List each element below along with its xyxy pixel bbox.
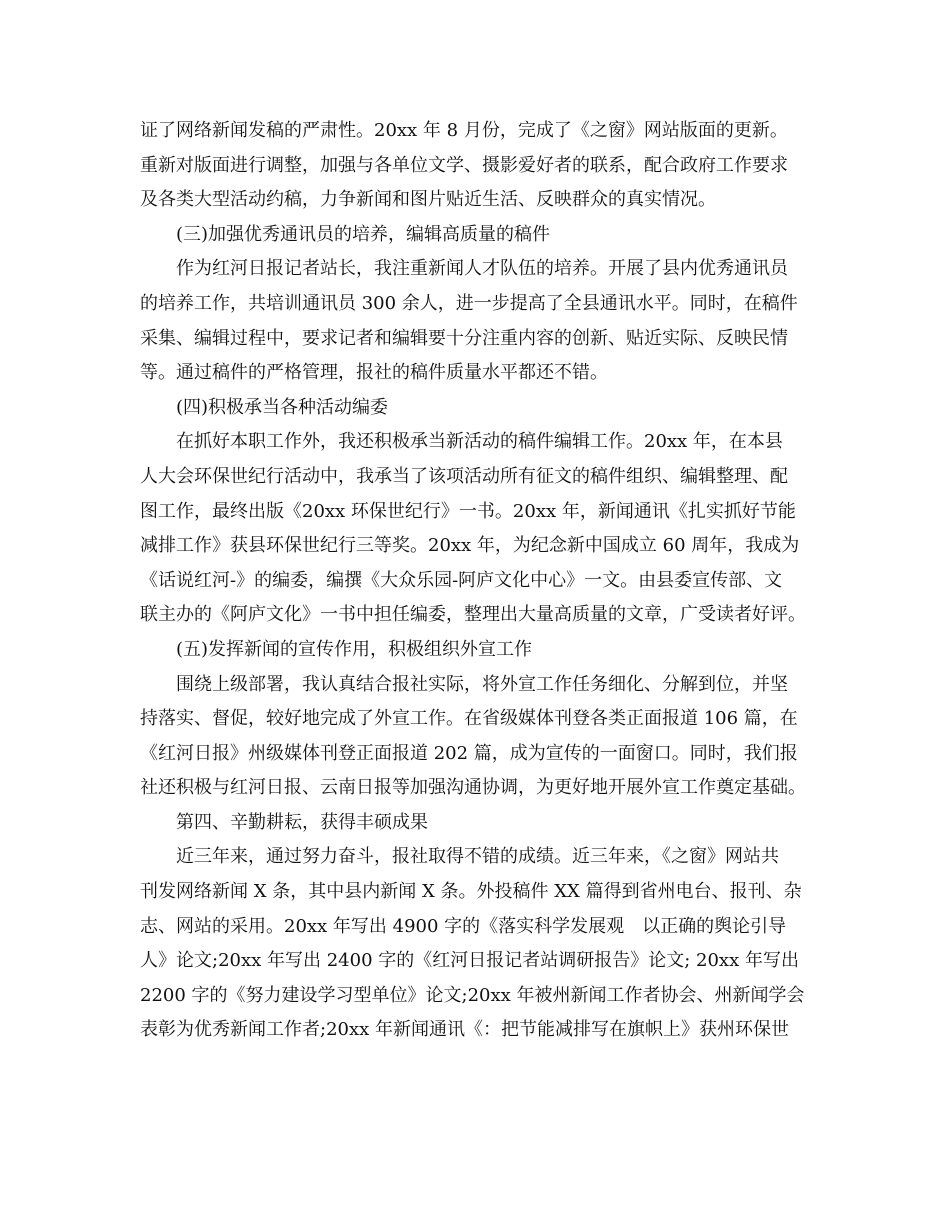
text-line: 减排工作》获县环保世纪行三等奖。20xx 年，为纪念新中国成立 60 周年，我成为	[140, 535, 800, 557]
text-line: 联主办的《阿庐文化》一书中担任编委，整理出大量高质量的文章，广受读者好评。	[140, 604, 806, 626]
text-line: 人》论文;20xx 年写出 2400 字的《红河日报记者站调研报告》论文; 20xx 年写出	[140, 950, 799, 972]
text-line: 《红河日报》州级媒体刊登正面报道 202 篇，成为宣传的一面窗口。同时，我们报	[140, 742, 798, 764]
text-line: 表彰为优秀新闻工作者;20xx 年新闻通讯《：把节能减排写在旗帜上》获州环保世	[140, 1019, 789, 1041]
text-line: 近三年来，通过努力奋斗，报社取得不错的成绩。近三年来，《之窗》网站共	[176, 846, 779, 868]
text-line: 在抓好本职工作外，我还积极承当新活动的稿件编辑工作。20xx 年，在本县	[176, 431, 783, 453]
text-line: 围绕上级部署，我认真结合报社实际，将外宣工作任务细化、分解到位，并坚	[176, 673, 788, 695]
text-line: 志、网站的采用。20xx 年写出 4900 字的《落实科学发展观 以正确的舆论引导	[140, 915, 787, 937]
text-line: 的培养工作，共培训通讯员 300 余人，进一步提高了全县通讯水平。同时，在稿件	[140, 292, 798, 314]
text-line: 证了网络新闻发稿的严肃性。20xx 年 8 月份，完成了《之窗》网站版面的更新。	[140, 120, 788, 141]
text-line: 刊发网络新闻 X 条，其中县内新闻 X 条。外投稿件 XX 篇得到省州电台、报刊、杂	[140, 881, 802, 903]
text-line: 作为红河日报记者站长，我注重新闻人才队伍的培养。开展了县内优秀通讯员	[176, 258, 788, 280]
text-line: (三)加强优秀通讯员的培养，编辑高质量的稿件	[176, 223, 551, 245]
text-line: 图工作，最终出版《20xx 环保世纪行》一书。20xx 年，新闻通讯《扎实抓好节能	[140, 500, 796, 522]
text-line: (五)发挥新闻的宣传作用，积极组织外宣工作	[176, 638, 533, 660]
text-line: 持落实、督促，较好地完成了外宣工作。在省级媒体刊登各类正面报道 106 篇，在	[140, 708, 798, 730]
text-line: 重新对版面进行调整，加强与各单位文学、摄影爱好者的联系，配合政府工作要求	[140, 154, 788, 176]
text-line: (四)积极承当各种活动编委	[176, 396, 389, 418]
text-line: 《话说红河-》的编委，编撰《大众乐园-阿庐文化中心》一文。由县委宣传部、文	[140, 569, 783, 591]
text-line: 采集、编辑过程中，要求记者和编辑要十分注重内容的创新、贴近实际、反映民情	[140, 327, 788, 349]
text-line: 第四、辛勤耕耘，获得丰硕成果	[176, 811, 428, 833]
text-line: 人大会环保世纪行活动中，我承当了该项活动所有征文的稿件组织、编辑整理、配	[140, 465, 788, 487]
document-body	[140, 114, 830, 1048]
text-line: 及各类大型活动约稿，力争新闻和图片贴近生活、反映群众的真实情况。	[140, 189, 716, 211]
text-line: 2200 字的《努力建设学习型单位》论文;20xx 年被州新闻工作者协会、州新闻学会	[140, 984, 805, 1006]
text-line: 等。通过稿件的严格管理，报社的稿件质量水平都还不错。	[140, 362, 608, 384]
text-line: 社还积极与红河日报、云南日报等加强沟通协调，为更好地开展外宣工作奠定基础。	[140, 777, 806, 799]
